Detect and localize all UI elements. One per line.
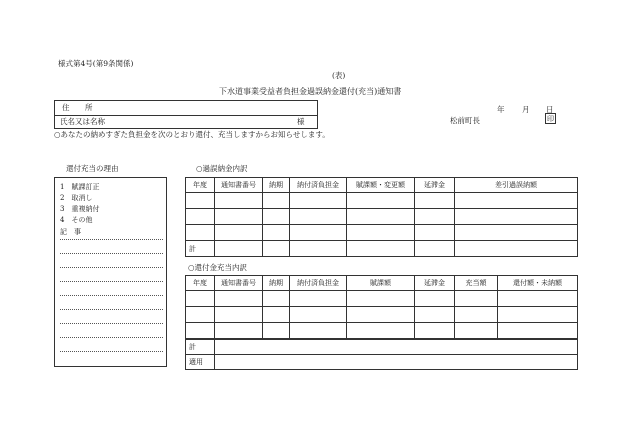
deposit-table xyxy=(185,177,578,257)
memo-line xyxy=(60,239,163,240)
address-row xyxy=(55,101,317,116)
memo-line xyxy=(60,281,163,282)
memo-line xyxy=(60,309,163,310)
date-year-label: 年 xyxy=(497,105,505,114)
form-number: 様式第4号(第9条関係) xyxy=(58,59,134,68)
header-cell: 充当額 xyxy=(455,276,498,291)
deposit-title: ○過誤納金内訳 xyxy=(196,164,248,173)
document-title: 下水道事業受益者負担金過誤納金還付(充当)通知書 xyxy=(219,87,402,96)
recipient-box xyxy=(54,100,318,129)
memo-label: 記 事 xyxy=(60,228,81,236)
name-row xyxy=(55,115,317,129)
header-cell: 納付済負担金 xyxy=(290,276,347,291)
header-cell: 差引過誤納額 xyxy=(455,178,578,193)
honorific-label: 様 xyxy=(297,117,305,126)
total-label: 計 xyxy=(186,340,215,355)
header-cell: 年度 xyxy=(186,276,215,291)
seal-icon: 印 xyxy=(547,115,554,123)
header-cell: 通知書番号 xyxy=(215,276,263,291)
header-cell: 年度 xyxy=(186,178,215,193)
memo-line xyxy=(60,337,163,338)
applied-label: 適用 xyxy=(186,355,215,370)
total-row xyxy=(186,241,578,257)
reason-item: 4 その他 xyxy=(60,216,93,224)
reason-item: 1 賦課訂正 xyxy=(60,183,100,191)
header-cell: 賦課額・変更額 xyxy=(347,178,415,193)
issuer-name: 松前町長 xyxy=(450,116,480,125)
applied-row xyxy=(186,355,578,370)
table-row xyxy=(186,307,578,323)
total-row xyxy=(186,340,578,355)
address-label-1: 住 xyxy=(62,103,70,112)
refund-table xyxy=(185,275,578,339)
table-row xyxy=(186,193,578,209)
reason-item: 2 取消し xyxy=(60,194,93,202)
memo-line xyxy=(60,351,163,352)
reason-box xyxy=(54,177,167,367)
table-row xyxy=(186,323,578,339)
header-cell: 納期 xyxy=(263,276,290,291)
header-cell: 賦課額 xyxy=(347,276,415,291)
table-header-row xyxy=(186,276,578,291)
reason-title: 還付充当の理由 xyxy=(66,164,119,173)
applied-table xyxy=(185,339,578,370)
front-mark: (表) xyxy=(332,71,346,80)
date-day-label: 日 xyxy=(546,105,554,114)
header-cell: 納期 xyxy=(263,178,290,193)
header-cell: 納付済負担金 xyxy=(290,178,347,193)
memo-line xyxy=(60,295,163,296)
header-cell: 延滞金 xyxy=(415,178,455,193)
date-month-label: 月 xyxy=(522,105,530,114)
header-cell: 還付額・未納額 xyxy=(498,276,578,291)
table-row xyxy=(186,209,578,225)
memo-line xyxy=(60,253,163,254)
name-label: 氏名又は名称 xyxy=(60,117,105,126)
memo-line xyxy=(60,267,163,268)
address-label-2: 所 xyxy=(85,103,93,112)
reason-item: 3 重複納付 xyxy=(60,205,100,213)
refund-title: ○還付金充当内訳 xyxy=(188,263,248,272)
total-label: 計 xyxy=(186,241,215,257)
table-header-row xyxy=(186,178,578,193)
table-row xyxy=(186,225,578,241)
notice-text: ○あなたの納めすぎた負担金を次のとおり還付、充当しますからお知らせします。 xyxy=(54,130,330,139)
table-row xyxy=(186,291,578,307)
memo-line xyxy=(60,323,163,324)
header-cell: 延滞金 xyxy=(415,276,455,291)
header-cell: 通知書番号 xyxy=(215,178,263,193)
